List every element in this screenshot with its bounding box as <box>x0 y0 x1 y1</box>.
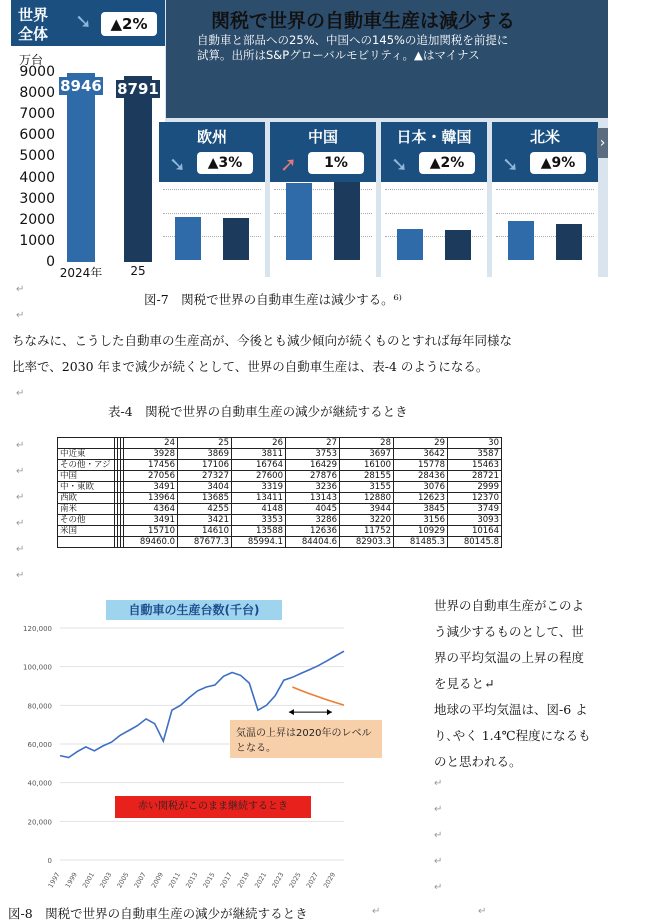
table-row <box>58 493 502 504</box>
production-table <box>57 437 502 548</box>
table-cell: 26 <box>232 438 286 449</box>
table-cell: 4148 <box>232 504 286 515</box>
gridline <box>163 213 261 214</box>
y-tick-label: 20,000 <box>27 818 52 827</box>
y-tick-label: 80,000 <box>27 702 52 711</box>
infographic-title: 関税で世界の自動車生産は減少する <box>211 10 516 32</box>
region-bar <box>508 221 534 260</box>
region-header <box>492 122 598 182</box>
series-line <box>292 687 344 705</box>
table-cell: 12623 <box>394 493 448 504</box>
x-tick-label: 1999 <box>63 871 79 890</box>
row-label: 中国 <box>58 471 115 482</box>
row-label: その他 <box>58 515 115 526</box>
table-cell: 3845 <box>394 504 448 515</box>
arrow-head-right <box>327 709 332 715</box>
region-header <box>159 122 265 182</box>
table-cell: 13143 <box>286 493 340 504</box>
world-bar-value: 8791 <box>117 80 159 99</box>
table-cell: 3753 <box>286 449 340 460</box>
y-tick-label: 0 <box>47 857 52 865</box>
body-text-line: のと思われる。 <box>434 754 522 769</box>
body-text-line: 界の平均気温の上昇の程度 <box>434 650 585 665</box>
table-cell: 3697 <box>340 449 394 460</box>
table-row <box>58 438 502 449</box>
return-mark: ↵ <box>434 882 443 893</box>
y-unit-label: 万台 <box>19 53 44 67</box>
world-bar-category: 25 <box>130 264 146 277</box>
return-mark: ↵ <box>16 440 25 451</box>
table-cell: 27 <box>286 438 340 449</box>
region-bar <box>175 217 201 260</box>
return-mark: ↵ <box>16 466 25 477</box>
table-cell: 2999 <box>448 482 502 493</box>
y-tick-label: 2000 <box>19 211 55 228</box>
table-cell: 85994.1 <box>232 537 286 548</box>
x-tick-label: 2007 <box>132 871 148 890</box>
y-tick-label: 9000 <box>19 64 55 80</box>
y-tick-label: 0 <box>46 254 55 270</box>
region-bar <box>334 182 360 260</box>
table-cell: 80145.8 <box>448 537 502 548</box>
annotation-tariff: 赤い関税がこのまま継続するとき <box>115 796 311 818</box>
return-mark: ↵ <box>434 830 443 841</box>
paragraph-line-2: 比率で、2030 年まで減少が続くとして、世界の自動車生産は、表-4 のようになる。 <box>12 359 489 374</box>
table-cell: 3093 <box>448 515 502 526</box>
region-change-badge: ▲2% <box>419 152 475 174</box>
gridline <box>163 189 261 190</box>
x-tick-label: 2025 <box>287 871 303 890</box>
trend-up-arrow-icon: ➚ <box>280 152 297 176</box>
x-tick-label: 2009 <box>149 871 166 890</box>
table-cell: 17106 <box>178 460 232 471</box>
table-cell: 16429 <box>286 460 340 471</box>
world-bar <box>67 73 95 262</box>
table-row <box>58 537 502 548</box>
infographic-subtitle-2: 試算。出所はS&Pグローバルモビリティ。▲はマイナス <box>197 48 480 62</box>
x-tick-label: 2015 <box>201 871 217 890</box>
trend-down-arrow-icon: ➘ <box>75 9 92 33</box>
table-cell: 3421 <box>178 515 232 526</box>
table-cell: 13964 <box>124 493 178 504</box>
return-mark: ↵ <box>478 906 487 917</box>
gridline <box>385 213 483 214</box>
fig8-caption: 図-8 関税で世界の自動車生産の減少が継続するとき <box>8 906 308 921</box>
world-change-badge: ▲2% <box>101 12 157 36</box>
body-text-line: を見ると↵ <box>434 676 495 691</box>
table-cell: 12370 <box>448 493 502 504</box>
table-cell: 13685 <box>178 493 232 504</box>
table-cell: 25 <box>178 438 232 449</box>
return-mark: ↵ <box>16 492 25 503</box>
region-panel <box>381 122 487 277</box>
table-row <box>58 504 502 515</box>
infographic-subtitle-1: 自動車と部品への25%、中国への145%の追加関税を前提に <box>197 33 509 47</box>
next-arrow-button[interactable]: › <box>597 128 608 158</box>
table-cell: 24 <box>124 438 178 449</box>
y-tick-label: 5000 <box>19 148 55 165</box>
table-cell: 27600 <box>232 471 286 482</box>
table-cell: 13588 <box>232 526 286 537</box>
world-bar-value: 8946 <box>60 77 102 96</box>
table-cell: 14610 <box>178 526 232 537</box>
y-tick-label: 100,000 <box>23 663 52 672</box>
table-cell: 84404.6 <box>286 537 340 548</box>
gridline <box>496 189 594 190</box>
table-cell: 3286 <box>286 515 340 526</box>
table-cell: 12880 <box>340 493 394 504</box>
paragraph-line-1: ちなみに、こうした自動車の生産高が、今後とも減少傾向が続くものとすれば毎年同様な <box>12 333 513 348</box>
x-tick-label: 2021 <box>253 871 269 890</box>
table-cell: 3811 <box>232 449 286 460</box>
table-cell: 11752 <box>340 526 394 537</box>
region-bar <box>397 229 423 260</box>
table-cell: 15778 <box>394 460 448 471</box>
table-cell: 3220 <box>340 515 394 526</box>
table-row <box>58 449 502 460</box>
body-text-line: 世界の自動車生産がこのよ <box>434 598 585 613</box>
region-change-badge: ▲3% <box>197 152 253 174</box>
table-cell: 81485.3 <box>394 537 448 548</box>
table-cell: 27876 <box>286 471 340 482</box>
table-cell: 3642 <box>394 449 448 460</box>
table-row <box>58 482 502 493</box>
region-bar <box>445 230 471 260</box>
region-bar <box>556 224 582 260</box>
table-cell: 12636 <box>286 526 340 537</box>
row-label: 中近東 <box>58 449 115 460</box>
world-total-panel <box>11 0 165 277</box>
x-tick-label: 2029 <box>321 871 338 890</box>
table-cell: 3319 <box>232 482 286 493</box>
table-cell: 29 <box>394 438 448 449</box>
production-chart <box>12 598 372 898</box>
region-name: 中国 <box>307 128 338 146</box>
table-cell: 17456 <box>124 460 178 471</box>
table-cell: 10164 <box>448 526 502 537</box>
return-mark: ↵ <box>16 284 25 295</box>
fig7-caption: 図-7 関税で世界の自動車生産は減少する。⁶⁾ <box>144 292 402 307</box>
x-tick-label: 2017 <box>218 871 234 890</box>
annotation-temperature: 気温の上昇は2020年のレベルとなる。 <box>230 720 382 758</box>
tariff-infographic <box>11 0 608 277</box>
return-mark: ↵ <box>372 906 381 917</box>
arrow-head-left <box>289 709 294 715</box>
table-cell: 10929 <box>394 526 448 537</box>
table-row <box>58 460 502 471</box>
table-cell: 3587 <box>448 449 502 460</box>
table4-caption: 表-4 関税で世界の自動車生産の減少が継続するとき <box>108 404 408 419</box>
table-cell: 4364 <box>124 504 178 515</box>
return-mark: ↵ <box>16 544 25 555</box>
region-header <box>270 122 376 182</box>
trend-down-arrow-icon: ➘ <box>391 152 408 176</box>
region-panel <box>159 122 265 277</box>
world-total-header <box>11 0 165 46</box>
x-tick-label: 2011 <box>167 871 183 890</box>
row-label: その他・アジ <box>58 460 115 471</box>
region-change-badge: ▲9% <box>530 152 586 174</box>
region-panel <box>270 122 376 277</box>
table-row <box>58 526 502 537</box>
table-cell: 28 <box>340 438 394 449</box>
table-cell: 3491 <box>124 482 178 493</box>
table-cell: 16764 <box>232 460 286 471</box>
region-bar <box>223 218 249 260</box>
row-label <box>58 438 115 449</box>
body-text-line: り､やく 1.4℃程度になるも <box>434 728 591 743</box>
table-cell: 87677.3 <box>178 537 232 548</box>
table-cell: 3155 <box>340 482 394 493</box>
table-cell: 28436 <box>394 471 448 482</box>
gridline <box>496 213 594 214</box>
table-cell: 3944 <box>340 504 394 515</box>
y-tick-label: 4000 <box>19 169 55 186</box>
row-label: 西欧 <box>58 493 115 504</box>
gridline <box>385 189 483 190</box>
table-cell: 27327 <box>178 471 232 482</box>
table-cell: 3156 <box>394 515 448 526</box>
world-label-2: 全体 <box>18 25 49 43</box>
table-cell: 16100 <box>340 460 394 471</box>
x-tick-label: 2019 <box>235 871 252 890</box>
table-cell: 3491 <box>124 515 178 526</box>
table-cell: 15710 <box>124 526 178 537</box>
trend-down-arrow-icon: ➘ <box>502 152 519 176</box>
y-tick-label: 40,000 <box>27 779 52 788</box>
row-label: 中・東欧 <box>58 482 115 493</box>
row-label: 南米 <box>58 504 115 515</box>
body-text-line: う減少するものとして、世 <box>434 624 584 639</box>
return-mark: ↵ <box>16 570 25 581</box>
return-mark: ↵ <box>434 778 443 789</box>
region-name: 北米 <box>529 128 560 146</box>
region-panel <box>492 122 598 277</box>
world-label-1: 世界 <box>18 6 49 24</box>
table-cell: 4045 <box>286 504 340 515</box>
table-row <box>58 471 502 482</box>
table-cell: 4255 <box>178 504 232 515</box>
x-tick-label: 2023 <box>270 871 286 890</box>
table-cell: 3749 <box>448 504 502 515</box>
region-header <box>381 122 487 182</box>
table-cell: 28155 <box>340 471 394 482</box>
y-tick-label: 60,000 <box>27 741 52 749</box>
table-cell: 82903.3 <box>340 537 394 548</box>
y-tick-label: 1000 <box>19 232 55 249</box>
y-tick-label: 120,000 <box>23 625 52 633</box>
table-cell: 3928 <box>124 449 178 460</box>
table-cell: 30 <box>448 438 502 449</box>
region-change-badge: 1% <box>308 152 364 174</box>
return-mark: ↵ <box>16 518 25 529</box>
y-tick-label: 3000 <box>19 190 55 207</box>
return-mark: ↵ <box>434 804 443 815</box>
chart-title: 自動車の生産台数(千台) <box>106 600 282 620</box>
x-tick-label: 2001 <box>80 871 97 890</box>
world-bar <box>124 76 152 262</box>
table-cell: 3353 <box>232 515 286 526</box>
table-row <box>58 515 502 526</box>
table-cell: 3404 <box>178 482 232 493</box>
x-tick-label: 1997 <box>46 871 62 890</box>
y-tick-label: 6000 <box>19 127 55 144</box>
y-tick-label: 8000 <box>19 85 55 102</box>
y-tick-label: 7000 <box>19 106 55 123</box>
x-tick-label: 2013 <box>184 871 200 890</box>
table-cell: 13411 <box>232 493 286 504</box>
body-text-line: 地球の平均気温は、図-6 よ <box>434 702 588 717</box>
world-bar-category: 2024年 <box>59 266 103 277</box>
x-tick-label: 2005 <box>115 871 131 890</box>
table-cell: 15463 <box>448 460 502 471</box>
table-cell: 89460.0 <box>124 537 178 548</box>
return-mark: ↵ <box>434 856 443 867</box>
x-tick-label: 2003 <box>98 871 114 890</box>
table-cell: 3236 <box>286 482 340 493</box>
region-name: 欧州 <box>196 128 227 146</box>
return-mark: ↵ <box>16 310 25 321</box>
row-label <box>58 537 115 548</box>
table-cell: 3076 <box>394 482 448 493</box>
row-label: 米国 <box>58 526 115 537</box>
region-bar <box>286 183 312 260</box>
region-name: 日本・韓国 <box>396 128 472 146</box>
table-cell: 27056 <box>124 471 178 482</box>
x-tick-label: 2027 <box>304 871 320 890</box>
table-cell: 3869 <box>178 449 232 460</box>
table-cell: 28721 <box>448 471 502 482</box>
return-mark: ↵ <box>16 388 25 399</box>
trend-down-arrow-icon: ➘ <box>169 152 186 176</box>
